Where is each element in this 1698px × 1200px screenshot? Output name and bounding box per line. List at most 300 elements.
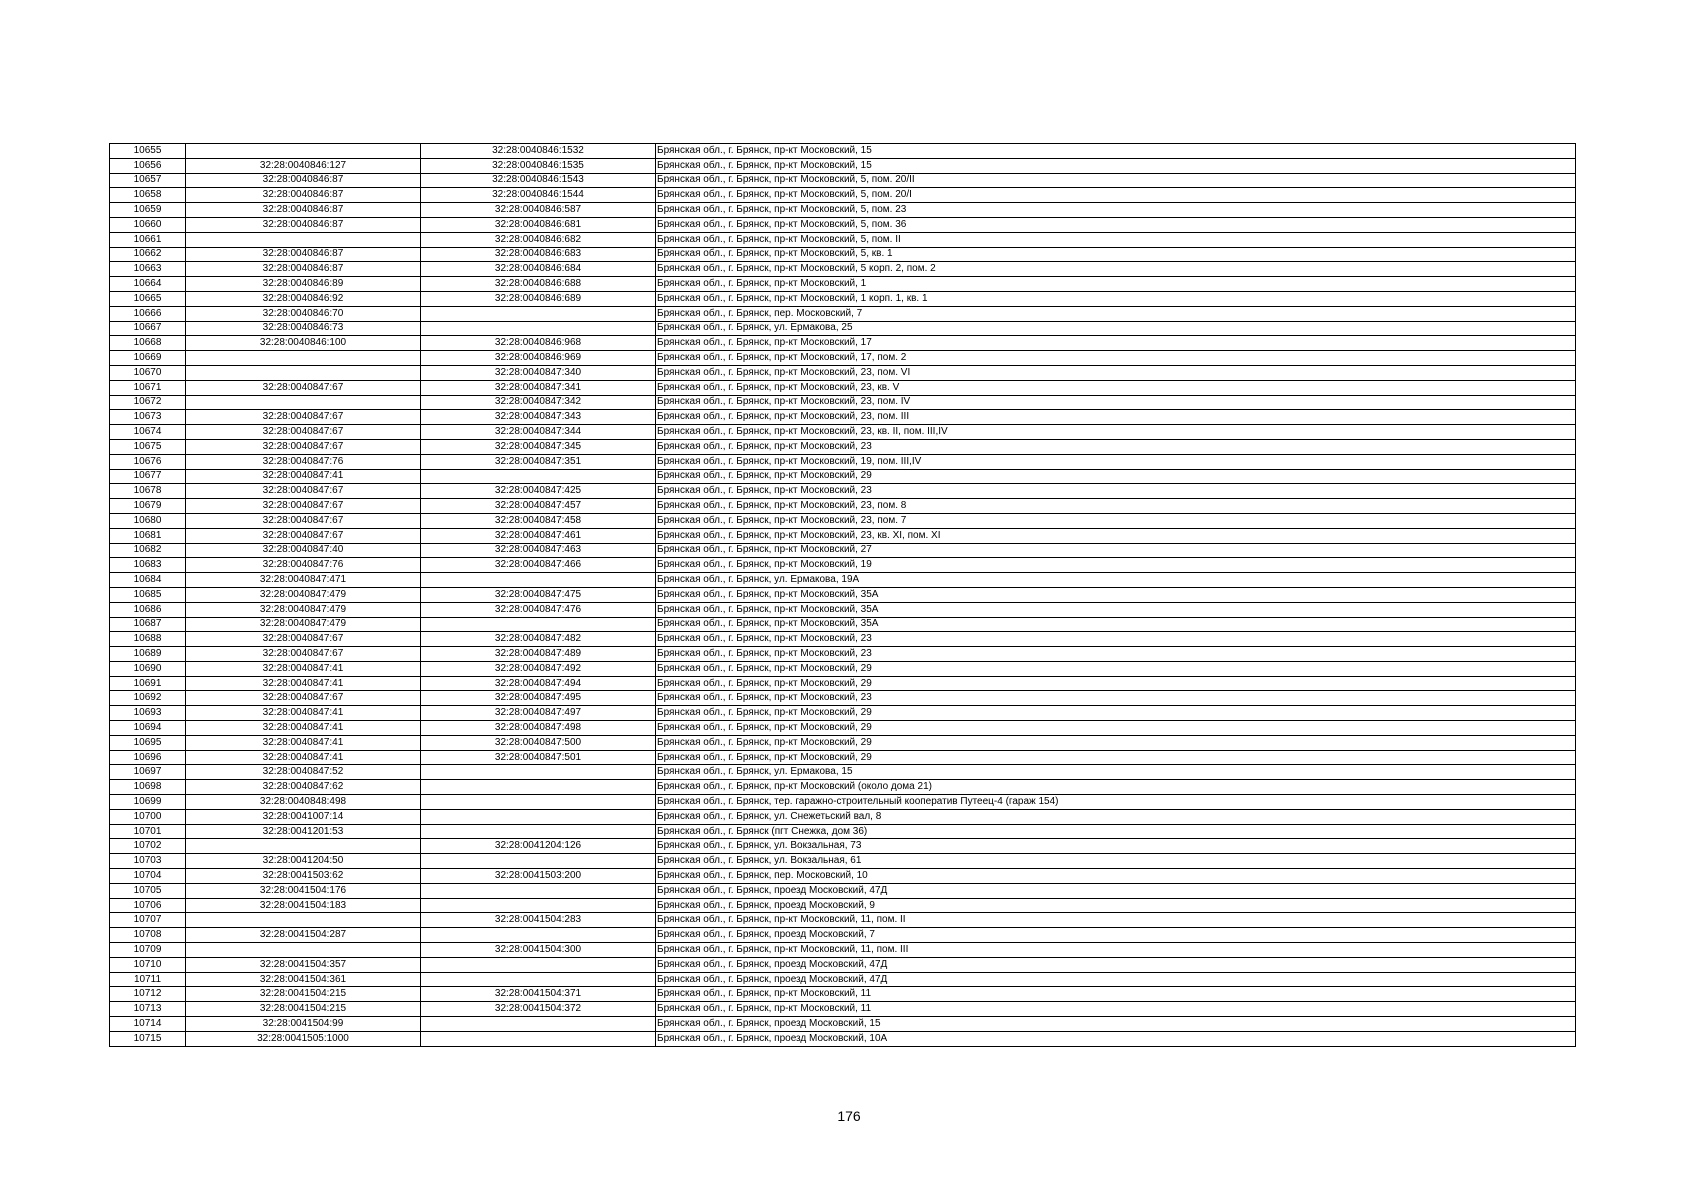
table-row (110, 558, 1576, 573)
row-number-cell: 10691 (110, 676, 186, 691)
row-number-cell: 10675 (110, 439, 186, 454)
row-number-cell: 10703 (110, 854, 186, 869)
parent-cadastral-number-cell: 32:28:0040847:67 (186, 528, 421, 543)
table-row (110, 365, 1576, 380)
parent-cadastral-number-cell: 32:28:0040846:92 (186, 291, 421, 306)
cadastral-number-cell: 32:28:0040847:457 (421, 499, 656, 514)
address-cell: Брянская обл., г. Брянск, ул. Вокзальная, 73 (656, 839, 1576, 854)
parent-cadastral-number-cell: 32:28:0040846:73 (186, 321, 421, 336)
table-row (110, 262, 1576, 277)
cadastral-number-cell: 32:28:0040847:501 (421, 750, 656, 765)
row-number-cell: 10661 (110, 232, 186, 247)
address-cell: Брянская обл., г. Брянск, проезд Московский, 7 (656, 928, 1576, 943)
row-number-cell: 10681 (110, 528, 186, 543)
table-row (110, 972, 1576, 987)
address-cell: Брянская обл., г. Брянск, пр-кт Московский, 5, пом. 23 (656, 203, 1576, 218)
row-number-cell: 10676 (110, 454, 186, 469)
cadastral-number-cell (421, 1017, 656, 1032)
cadastral-number-cell: 32:28:0040847:345 (421, 439, 656, 454)
cadastral-number-cell (421, 957, 656, 972)
parent-cadastral-number-cell: 32:28:0040847:67 (186, 425, 421, 440)
table-row (110, 750, 1576, 765)
parent-cadastral-number-cell: 32:28:0041504:176 (186, 883, 421, 898)
cadastral-number-cell (421, 321, 656, 336)
cadastral-number-cell (421, 1031, 656, 1046)
row-number-cell: 10657 (110, 173, 186, 188)
address-cell: Брянская обл., г. Брянск, пр-кт Московский, 35А (656, 602, 1576, 617)
parent-cadastral-number-cell: 32:28:0040846:87 (186, 173, 421, 188)
row-number-cell: 10711 (110, 972, 186, 987)
parent-cadastral-number-cell (186, 839, 421, 854)
row-number-cell: 10664 (110, 277, 186, 292)
table-row (110, 188, 1576, 203)
table-row (110, 321, 1576, 336)
table-row (110, 1017, 1576, 1032)
row-number-cell: 10697 (110, 765, 186, 780)
parent-cadastral-number-cell: 32:28:0041504:357 (186, 957, 421, 972)
address-cell: Брянская обл., г. Брянск, пр-кт Московский, 19 (656, 558, 1576, 573)
cadastral-number-cell (421, 573, 656, 588)
parent-cadastral-number-cell: 32:28:0040847:479 (186, 602, 421, 617)
cadastral-number-cell (421, 972, 656, 987)
address-cell: Брянская обл., г. Брянск, проезд Московский, 47Д (656, 883, 1576, 898)
parent-cadastral-number-cell: 32:28:0040847:40 (186, 543, 421, 558)
parent-cadastral-number-cell (186, 144, 421, 159)
row-number-cell: 10710 (110, 957, 186, 972)
cadastral-number-cell: 32:28:0040846:681 (421, 217, 656, 232)
parent-cadastral-number-cell: 32:28:0040847:76 (186, 454, 421, 469)
address-cell: Брянская обл., г. Брянск, проезд Московский, 9 (656, 898, 1576, 913)
cadastral-number-cell: 32:28:0040847:492 (421, 661, 656, 676)
address-cell: Брянская обл., г. Брянск, пр-кт Московский, 29 (656, 469, 1576, 484)
table-row (110, 1002, 1576, 1017)
address-cell: Брянская обл., г. Брянск, пр-кт Московский, 5, пом. 36 (656, 217, 1576, 232)
table-row (110, 144, 1576, 159)
table-row (110, 173, 1576, 188)
address-cell: Брянская обл., г. Брянск, пр-кт Московский, 23, кв. II, пом. III,IV (656, 425, 1576, 440)
address-cell: Брянская обл., г. Брянск, пр-кт Московский, 23, пом. VI (656, 365, 1576, 380)
address-cell: Брянская обл., г. Брянск, пр-кт Московский, 23 (656, 484, 1576, 499)
row-number-cell: 10668 (110, 336, 186, 351)
cadastral-number-cell: 32:28:0040847:341 (421, 380, 656, 395)
cadastral-number-cell: 32:28:0040847:482 (421, 632, 656, 647)
cadastral-number-cell: 32:28:0041204:126 (421, 839, 656, 854)
cadastral-number-cell (421, 898, 656, 913)
parent-cadastral-number-cell (186, 351, 421, 366)
table-row (110, 306, 1576, 321)
row-number-cell: 10678 (110, 484, 186, 499)
row-number-cell: 10715 (110, 1031, 186, 1046)
address-cell: Брянская обл., г. Брянск, пр-кт Московский (около дома 21) (656, 780, 1576, 795)
row-number-cell: 10671 (110, 380, 186, 395)
parent-cadastral-number-cell: 32:28:0040846:87 (186, 262, 421, 277)
parent-cadastral-number-cell: 32:28:0041504:215 (186, 987, 421, 1002)
address-cell: Брянская обл., г. Брянск, пр-кт Московский, 29 (656, 661, 1576, 676)
parent-cadastral-number-cell: 32:28:0040847:479 (186, 617, 421, 632)
table-row (110, 499, 1576, 514)
parent-cadastral-number-cell: 32:28:0040847:41 (186, 706, 421, 721)
address-cell: Брянская обл., г. Брянск, ул. Ермакова, 25 (656, 321, 1576, 336)
row-number-cell: 10712 (110, 987, 186, 1002)
parent-cadastral-number-cell: 32:28:0040847:67 (186, 439, 421, 454)
address-cell: Брянская обл., г. Брянск, ул. Снежетьский вал, 8 (656, 809, 1576, 824)
cadastral-number-cell: 32:28:0040846:1532 (421, 144, 656, 159)
cadastral-number-cell (421, 795, 656, 810)
address-cell: Брянская обл., г. Брянск, пр-кт Московский, 23 (656, 647, 1576, 662)
table-row (110, 706, 1576, 721)
cadastral-number-cell: 32:28:0041503:200 (421, 869, 656, 884)
cadastral-number-cell: 32:28:0040846:1535 (421, 158, 656, 173)
address-cell: Брянская обл., г. Брянск, пр-кт Московский, 23, пом. IV (656, 395, 1576, 410)
table-row (110, 573, 1576, 588)
cadastral-number-cell: 32:28:0040847:340 (421, 365, 656, 380)
address-cell: Брянская обл., г. Брянск, пр-кт Московский, 11 (656, 987, 1576, 1002)
parent-cadastral-number-cell: 32:28:0040847:52 (186, 765, 421, 780)
parent-cadastral-number-cell: 32:28:0040847:471 (186, 573, 421, 588)
parent-cadastral-number-cell: 32:28:0040847:62 (186, 780, 421, 795)
row-number-cell: 10673 (110, 410, 186, 425)
table-row (110, 795, 1576, 810)
table-row (110, 469, 1576, 484)
row-number-cell: 10672 (110, 395, 186, 410)
row-number-cell: 10662 (110, 247, 186, 262)
cadastral-number-cell: 32:28:0040847:494 (421, 676, 656, 691)
address-cell: Брянская обл., г. Брянск, пр-кт Московский, 5, пом. 20/I (656, 188, 1576, 203)
address-cell: Брянская обл., г. Брянск, пр-кт Московский, 27 (656, 543, 1576, 558)
row-number-cell: 10714 (110, 1017, 186, 1032)
address-cell: Брянская обл., г. Брянск, ул. Вокзальная, 61 (656, 854, 1576, 869)
address-cell: Брянская обл., г. Брянск, пр-кт Московский, 5, пом. 20/II (656, 173, 1576, 188)
table-row (110, 454, 1576, 469)
row-number-cell: 10658 (110, 188, 186, 203)
cadastral-number-cell (421, 854, 656, 869)
table-row (110, 410, 1576, 425)
address-cell: Брянская обл., г. Брянск, пр-кт Московский, 15 (656, 158, 1576, 173)
table-row (110, 351, 1576, 366)
cadastral-number-cell: 32:28:0040846:684 (421, 262, 656, 277)
address-cell: Брянская обл., г. Брянск, ул. Ермакова, 15 (656, 765, 1576, 780)
cadastral-number-cell: 32:28:0040846:1544 (421, 188, 656, 203)
address-cell: Брянская обл., г. Брянск, пр-кт Московский, 29 (656, 735, 1576, 750)
row-number-cell: 10665 (110, 291, 186, 306)
parent-cadastral-number-cell: 32:28:0040847:67 (186, 691, 421, 706)
table-row (110, 232, 1576, 247)
address-cell: Брянская обл., г. Брянск, пр-кт Московский, 23, кв. XI, пом. XI (656, 528, 1576, 543)
parent-cadastral-number-cell (186, 943, 421, 958)
cadastral-number-cell: 32:28:0040847:475 (421, 587, 656, 602)
cadastral-number-cell: 32:28:0040847:461 (421, 528, 656, 543)
parent-cadastral-number-cell: 32:28:0041204:50 (186, 854, 421, 869)
parent-cadastral-number-cell: 32:28:0041504:361 (186, 972, 421, 987)
parent-cadastral-number-cell: 32:28:0040847:76 (186, 558, 421, 573)
address-cell: Брянская обл., г. Брянск, пр-кт Московский, 23 (656, 439, 1576, 454)
cadastral-number-cell (421, 824, 656, 839)
row-number-cell: 10713 (110, 1002, 186, 1017)
parent-cadastral-number-cell: 32:28:0040847:41 (186, 469, 421, 484)
parent-cadastral-number-cell: 32:28:0041505:1000 (186, 1031, 421, 1046)
row-number-cell: 10687 (110, 617, 186, 632)
cadastral-number-cell (421, 928, 656, 943)
page-number: 176 (837, 1108, 861, 1124)
table-row (110, 883, 1576, 898)
table-row (110, 854, 1576, 869)
address-cell: Брянская обл., г. Брянск, пр-кт Московский, 29 (656, 750, 1576, 765)
table-row (110, 780, 1576, 795)
address-cell: Брянская обл., г. Брянск, проезд Московский, 10А (656, 1031, 1576, 1046)
address-cell: Брянская обл., г. Брянск, пер. Московский, 10 (656, 869, 1576, 884)
parent-cadastral-number-cell: 32:28:0040847:67 (186, 632, 421, 647)
row-number-cell: 10696 (110, 750, 186, 765)
row-number-cell: 10685 (110, 587, 186, 602)
cadastral-number-cell: 32:28:0040846:1543 (421, 173, 656, 188)
parent-cadastral-number-cell: 32:28:0040847:479 (186, 587, 421, 602)
table-row (110, 721, 1576, 736)
address-cell: Брянская обл., г. Брянск, пр-кт Московский, 23, пом. 7 (656, 513, 1576, 528)
table-row (110, 528, 1576, 543)
row-number-cell: 10656 (110, 158, 186, 173)
table-row (110, 602, 1576, 617)
table-row (110, 277, 1576, 292)
row-number-cell: 10705 (110, 883, 186, 898)
parent-cadastral-number-cell: 32:28:0040848:498 (186, 795, 421, 810)
address-cell: Брянская обл., г. Брянск, пр-кт Московский, 17, пом. 2 (656, 351, 1576, 366)
row-number-cell: 10707 (110, 913, 186, 928)
table-row (110, 425, 1576, 440)
cadastral-number-cell: 32:28:0040847:498 (421, 721, 656, 736)
row-number-cell: 10663 (110, 262, 186, 277)
row-number-cell: 10677 (110, 469, 186, 484)
parent-cadastral-number-cell (186, 232, 421, 247)
row-number-cell: 10670 (110, 365, 186, 380)
row-number-cell: 10666 (110, 306, 186, 321)
row-number-cell: 10655 (110, 144, 186, 159)
parent-cadastral-number-cell: 32:28:0040847:67 (186, 513, 421, 528)
row-number-cell: 10684 (110, 573, 186, 588)
parent-cadastral-number-cell: 32:28:0040846:70 (186, 306, 421, 321)
row-number-cell: 10709 (110, 943, 186, 958)
cadastral-number-cell: 32:28:0040847:489 (421, 647, 656, 662)
document-sheet (109, 143, 1576, 1047)
address-cell: Брянская обл., г. Брянск, пр-кт Московский, 23, пом. III (656, 410, 1576, 425)
address-cell: Брянская обл., г. Брянск, пр-кт Московский, 1 корп. 1, кв. 1 (656, 291, 1576, 306)
table-row (110, 247, 1576, 262)
parent-cadastral-number-cell: 32:28:0040846:89 (186, 277, 421, 292)
address-cell: Брянская обл., г. Брянск, пр-кт Московский, 35А (656, 617, 1576, 632)
address-cell: Брянская обл., г. Брянск, пр-кт Московский, 15 (656, 144, 1576, 159)
cadastral-number-cell (421, 306, 656, 321)
parent-cadastral-number-cell: 32:28:0040846:87 (186, 217, 421, 232)
cadastral-number-cell: 32:28:0040846:688 (421, 277, 656, 292)
row-number-cell: 10702 (110, 839, 186, 854)
cadastral-number-cell: 32:28:0041504:372 (421, 1002, 656, 1017)
address-cell: Брянская обл., г. Брянск, пр-кт Московский, 17 (656, 336, 1576, 351)
table-row (110, 824, 1576, 839)
cadastral-number-cell: 32:28:0041504:371 (421, 987, 656, 1002)
table-row (110, 395, 1576, 410)
table-row (110, 647, 1576, 662)
cadastral-number-cell: 32:28:0040846:682 (421, 232, 656, 247)
cadastral-number-cell (421, 617, 656, 632)
parent-cadastral-number-cell: 32:28:0040847:41 (186, 735, 421, 750)
cadastral-number-cell: 32:28:0041504:283 (421, 913, 656, 928)
address-cell: Брянская обл., г. Брянск, пр-кт Московский, 5, пом. II (656, 232, 1576, 247)
cadastral-number-cell: 32:28:0040847:463 (421, 543, 656, 558)
table-row (110, 765, 1576, 780)
parent-cadastral-number-cell: 32:28:0040846:87 (186, 203, 421, 218)
table-row (110, 869, 1576, 884)
parent-cadastral-number-cell: 32:28:0040847:67 (186, 380, 421, 395)
row-number-cell: 10683 (110, 558, 186, 573)
row-number-cell: 10682 (110, 543, 186, 558)
cadastral-number-cell: 32:28:0040847:476 (421, 602, 656, 617)
address-cell: Брянская обл., г. Брянск, проезд Московский, 47Д (656, 957, 1576, 972)
table-row (110, 513, 1576, 528)
cadastral-number-cell: 32:28:0040846:587 (421, 203, 656, 218)
table-row (110, 380, 1576, 395)
address-cell: Брянская обл., г. Брянск, ул. Ермакова, 19А (656, 573, 1576, 588)
parent-cadastral-number-cell: 32:28:0040847:41 (186, 750, 421, 765)
parent-cadastral-number-cell: 32:28:0040846:100 (186, 336, 421, 351)
parent-cadastral-number-cell: 32:28:0040847:67 (186, 484, 421, 499)
address-cell: Брянская обл., г. Брянск, пр-кт Московский, 35А (656, 587, 1576, 602)
parent-cadastral-number-cell: 32:28:0040847:67 (186, 410, 421, 425)
row-number-cell: 10690 (110, 661, 186, 676)
row-number-cell: 10701 (110, 824, 186, 839)
table-row (110, 632, 1576, 647)
row-number-cell: 10704 (110, 869, 186, 884)
parent-cadastral-number-cell: 32:28:0041504:287 (186, 928, 421, 943)
parent-cadastral-number-cell: 32:28:0041504:215 (186, 1002, 421, 1017)
row-number-cell: 10660 (110, 217, 186, 232)
address-cell: Брянская обл., г. Брянск, пер. Московский, 7 (656, 306, 1576, 321)
cadastral-number-cell: 32:28:0040846:968 (421, 336, 656, 351)
row-number-cell: 10686 (110, 602, 186, 617)
cadastral-number-cell: 32:28:0040847:342 (421, 395, 656, 410)
address-cell: Брянская обл., г. Брянск, пр-кт Московский, 19, пом. III,IV (656, 454, 1576, 469)
table-row (110, 957, 1576, 972)
parent-cadastral-number-cell: 32:28:0041201:53 (186, 824, 421, 839)
row-number-cell: 10693 (110, 706, 186, 721)
table-row (110, 484, 1576, 499)
cadastral-number-cell: 32:28:0040846:689 (421, 291, 656, 306)
cadastral-number-cell: 32:28:0040847:344 (421, 425, 656, 440)
table-row (110, 676, 1576, 691)
table-body (110, 144, 1576, 1047)
address-cell: Брянская обл., г. Брянск, пр-кт Московский, 29 (656, 706, 1576, 721)
row-number-cell: 10706 (110, 898, 186, 913)
table-row (110, 943, 1576, 958)
address-cell: Брянская обл., г. Брянск, пр-кт Московский, 11 (656, 1002, 1576, 1017)
row-number-cell: 10674 (110, 425, 186, 440)
table-row (110, 203, 1576, 218)
row-number-cell: 10689 (110, 647, 186, 662)
parent-cadastral-number-cell (186, 913, 421, 928)
table-row (110, 691, 1576, 706)
table-row (110, 439, 1576, 454)
cadastral-number-cell: 32:28:0040847:466 (421, 558, 656, 573)
row-number-cell: 10692 (110, 691, 186, 706)
cadastral-number-cell: 32:28:0040847:343 (421, 410, 656, 425)
address-cell: Брянская обл., г. Брянск, пр-кт Московский, 11, пом. III (656, 943, 1576, 958)
table-row (110, 617, 1576, 632)
table-row (110, 839, 1576, 854)
row-number-cell: 10698 (110, 780, 186, 795)
cadastral-table (109, 143, 1576, 1047)
table-row (110, 291, 1576, 306)
row-number-cell: 10699 (110, 795, 186, 810)
address-cell: Брянская обл., г. Брянск (пгт Снежка, дом 36) (656, 824, 1576, 839)
address-cell: Брянская обл., г. Брянск, пр-кт Московский, 23 (656, 691, 1576, 706)
address-cell: Брянская обл., г. Брянск, пр-кт Московский, 23 (656, 632, 1576, 647)
address-cell: Брянская обл., г. Брянск, пр-кт Московский, 29 (656, 721, 1576, 736)
parent-cadastral-number-cell: 32:28:0041504:99 (186, 1017, 421, 1032)
cadastral-number-cell: 32:28:0040847:497 (421, 706, 656, 721)
row-number-cell: 10667 (110, 321, 186, 336)
address-cell: Брянская обл., г. Брянск, проезд Московский, 47Д (656, 972, 1576, 987)
address-cell: Брянская обл., г. Брянск, пр-кт Московский, 23, пом. 8 (656, 499, 1576, 514)
cadastral-number-cell: 32:28:0041504:300 (421, 943, 656, 958)
table-row (110, 928, 1576, 943)
parent-cadastral-number-cell: 32:28:0040847:41 (186, 721, 421, 736)
table-row (110, 809, 1576, 824)
cadastral-number-cell: 32:28:0040847:425 (421, 484, 656, 499)
cadastral-number-cell (421, 883, 656, 898)
parent-cadastral-number-cell: 32:28:0040847:41 (186, 661, 421, 676)
parent-cadastral-number-cell: 32:28:0040846:87 (186, 188, 421, 203)
address-cell: Брянская обл., г. Брянск, тер. гаражно-строительный кооператив Путеец-4 (гараж 154) (656, 795, 1576, 810)
parent-cadastral-number-cell: 32:28:0041504:183 (186, 898, 421, 913)
parent-cadastral-number-cell: 32:28:0040847:67 (186, 647, 421, 662)
table-row (110, 336, 1576, 351)
table-row (110, 987, 1576, 1002)
table-row (110, 661, 1576, 676)
address-cell: Брянская обл., г. Брянск, пр-кт Московский, 23, кв. V (656, 380, 1576, 395)
cadastral-number-cell: 32:28:0040847:458 (421, 513, 656, 528)
cadastral-number-cell: 32:28:0040847:495 (421, 691, 656, 706)
row-number-cell: 10700 (110, 809, 186, 824)
cadastral-number-cell: 32:28:0040846:969 (421, 351, 656, 366)
parent-cadastral-number-cell (186, 395, 421, 410)
row-number-cell: 10694 (110, 721, 186, 736)
table-row (110, 735, 1576, 750)
address-cell: Брянская обл., г. Брянск, пр-кт Московский, 29 (656, 676, 1576, 691)
row-number-cell: 10669 (110, 351, 186, 366)
row-number-cell: 10708 (110, 928, 186, 943)
cadastral-number-cell: 32:28:0040847:351 (421, 454, 656, 469)
cadastral-number-cell (421, 809, 656, 824)
table-row (110, 587, 1576, 602)
cadastral-number-cell: 32:28:0040846:683 (421, 247, 656, 262)
parent-cadastral-number-cell: 32:28:0041503:62 (186, 869, 421, 884)
table-row (110, 543, 1576, 558)
address-cell: Брянская обл., г. Брянск, пр-кт Московский, 5 корп. 2, пом. 2 (656, 262, 1576, 277)
row-number-cell: 10659 (110, 203, 186, 218)
cadastral-number-cell: 32:28:0040847:500 (421, 735, 656, 750)
address-cell: Брянская обл., г. Брянск, проезд Московский, 15 (656, 1017, 1576, 1032)
row-number-cell: 10680 (110, 513, 186, 528)
cadastral-number-cell (421, 765, 656, 780)
table-row (110, 898, 1576, 913)
row-number-cell: 10695 (110, 735, 186, 750)
parent-cadastral-number-cell: 32:28:0040847:41 (186, 676, 421, 691)
table-row (110, 913, 1576, 928)
cadastral-number-cell (421, 780, 656, 795)
row-number-cell: 10688 (110, 632, 186, 647)
parent-cadastral-number-cell: 32:28:0040846:87 (186, 247, 421, 262)
address-cell: Брянская обл., г. Брянск, пр-кт Московский, 11, пом. II (656, 913, 1576, 928)
table-row (110, 1031, 1576, 1046)
parent-cadastral-number-cell: 32:28:0041007:14 (186, 809, 421, 824)
